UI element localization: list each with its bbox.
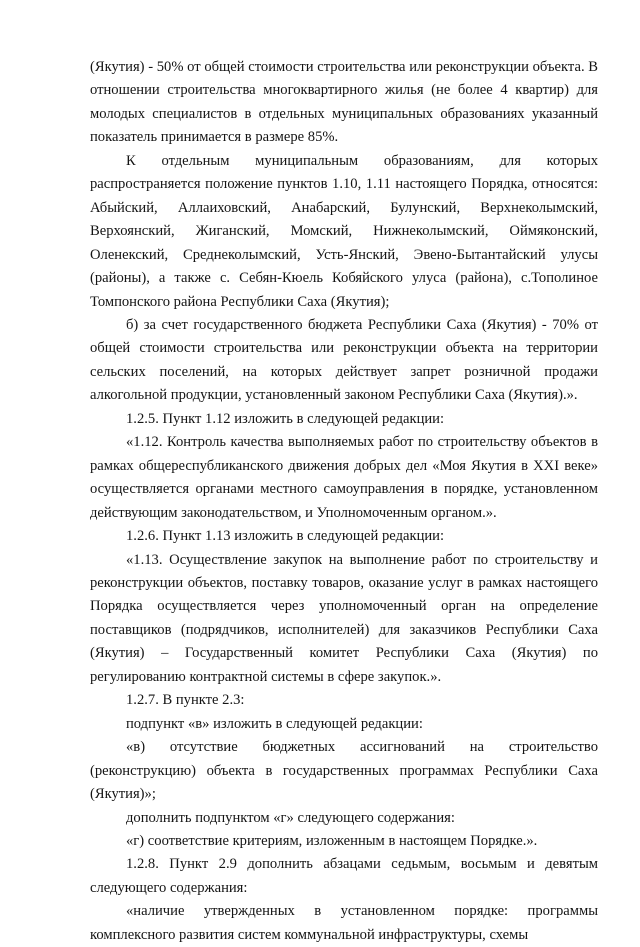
paragraph-2: К отдельным муниципальным образованиям, для которых распространяется положение пунктов 1.10, 1.11 настоящего Порядка, относятся: Абыйский, Аллаиховский, Анабарский, Булунский, Верхнеколымский, Верхоянский, Жиганский, Момский, Нижнеколымский, Оймяконский, Оленекский, Среднеколымский, Усть-Янский, Эвено-Бытантайский улусы (районы), а также с. Себян-Кюель Кобяйского улуса (района), с.Тополиное Томпонского района Республики Саха (Якутия); — [90, 152, 598, 310]
paragraph-10: «в) отсутствие бюджетных ассигнований на строительство (реконструкцию) объекта в государственных программах Республики Саха (Якутия)»; — [90, 739, 598, 803]
paragraph-12: «г) соответствие критериям, изложенным в настоящем Порядке.». — [126, 832, 538, 849]
document-body — [90, 56, 598, 947]
paragraph-8: 1.2.7. В пункте 2.3: — [126, 692, 245, 709]
paragraph-7: «1.13. Осуществление закупок на выполнение работ по строительству и реконструкции объектов, поставку товаров, оказание услуг в рамках настоящего Порядка осуществляется через уполномоченный орган на определение поставщиков (подрядчиков, исполнителей) для заказчиков Республики Саха (Якутия) – Государственный комитет Республики Саха (Якутия) по регулированию контрактной системы в сфере закупок.». — [90, 551, 598, 685]
paragraph-5: «1.12. Контроль качества выполняемых работ по строительству объектов в рамках общереспубликанского движения добрых дел «Моя Якутия в XXI веке» осуществляется органами местного самоуправления в порядке, установленном действующим законодательством, и Уполномоченным органом.». — [90, 434, 598, 521]
paragraph-9: подпункт «в» изложить в следующей редакции: — [126, 715, 423, 732]
paragraph-6: 1.2.6. Пункт 1.13 изложить в следующей редакции: — [126, 528, 445, 545]
paragraph-13: 1.2.8. Пункт 2.9 дополнить абзацами седьмым, восьмым и девятым следующего содержания: — [90, 856, 598, 896]
paragraph-4: 1.2.5. Пункт 1.12 изложить в следующей редакции: — [126, 410, 445, 427]
paragraph-14: «наличие утвержденных в установленном порядке: программы комплексного развития систем коммунальной инфраструктуры, схемы — [90, 903, 598, 943]
paragraph-3: б) за счет государственного бюджета Республики Саха (Якутия) - 70% от общей стоимости строительства или реконструкции объекта на территории сельских поселений, на которых действует запрет розничной продажи алкогольной продукции, установленный законом Республики Саха (Якутия).». — [90, 316, 598, 404]
paragraph-11: дополнить подпунктом «г» следующего содержания: — [126, 809, 455, 826]
paragraph-1: (Якутия) - 50% от общей стоимости строительства или реконструкции объекта. В отношении строительства многоквартирного жилья (не более 4 квартир) для молодых специалистов в отдельных муниципальных образованиях указанный показатель принимается в размере 85%. — [90, 59, 598, 146]
